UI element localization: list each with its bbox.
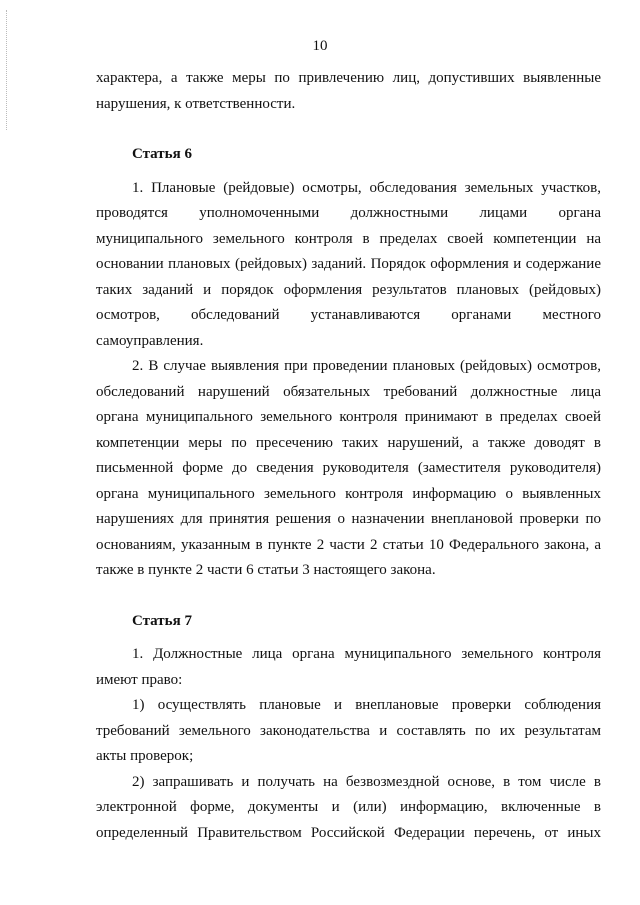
- article-6-paragraph-1: [96, 176, 601, 355]
- article-6-title: Статья 6: [132, 146, 192, 162]
- article-7: [96, 609, 601, 847]
- text-line: электронной форме, документы и (или) информацию, включенные в: [96, 799, 601, 815]
- intro-line-1: характера, а также меры по привлечению лиц, допустивших выявленные: [96, 70, 601, 86]
- text-line: 2) запрашивать и получать на безвозмездной основе, в том числе в: [132, 773, 601, 790]
- text-line: органа муниципального земельного контроля информацию о выявленных: [96, 485, 601, 502]
- intro-line-2: нарушения, к ответственности.: [96, 95, 296, 112]
- text-line: органа муниципального земельного контроля принимают в пределах своей: [96, 409, 601, 425]
- text-line: имеют право:: [96, 671, 183, 688]
- text-line: 1) осуществлять плановые и внеплановые проверки соблюдения: [132, 697, 601, 713]
- text-line: также в пункте 2 части 6 статьи 3 настоящего закона.: [96, 562, 436, 578]
- text-line: компетенции меры по пресечению таких нарушений, а также доводят в: [96, 434, 601, 451]
- scan-edge-mark: [6, 10, 9, 130]
- text-line: проводятся уполномоченными должностными лицами органа: [96, 205, 601, 221]
- document-body: [96, 66, 601, 846]
- article-7-paragraph-1: [96, 642, 601, 693]
- article-6-paragraph-2: [96, 354, 601, 584]
- text-line: обследований нарушений обязательных требований должностные лица: [96, 383, 601, 400]
- text-line: нарушениях для принятия решения о назначении внеплановой проверки по: [96, 511, 601, 527]
- intro-paragraph: [96, 66, 601, 117]
- article-6: [96, 142, 601, 584]
- text-line: муниципального земельного контроля в пределах своей компетенции на: [96, 230, 601, 247]
- text-line: основаниям, указанным в пункте 2 части 2 статьи 10 Федерального закона, а: [96, 536, 601, 553]
- text-line: акты проверок;: [96, 748, 194, 764]
- text-line: письменной форме до сведения руководителя (заместителя руководителя): [96, 460, 601, 476]
- text-line: 2. В случае выявления при проведении плановых (рейдовых) осмотров,: [132, 358, 601, 374]
- text-line: 1. Должностные лица органа муниципального земельного контроля: [132, 646, 601, 662]
- page-number: 10: [312, 38, 328, 54]
- text-line: 1. Плановые (рейдовые) осмотры, обследования земельных участков,: [132, 179, 601, 196]
- text-line: требований земельного законодательства и составлять по их результатам: [96, 722, 601, 739]
- article-7-item-2: [96, 770, 601, 847]
- article-7-title: Статья 7: [132, 612, 192, 629]
- article-7-item-1: [96, 693, 601, 770]
- text-line: определенный Правительством Российской Федерации перечень, от иных: [96, 824, 601, 841]
- text-line: осмотров, обследований устанавливаются органами местного: [96, 307, 601, 323]
- text-line: таких заданий и порядок оформления результатов плановых (рейдовых): [96, 281, 601, 298]
- text-line: основании плановых (рейдовых) заданий. Порядок оформления и содержание: [96, 256, 601, 272]
- text-line: самоуправления.: [96, 332, 204, 349]
